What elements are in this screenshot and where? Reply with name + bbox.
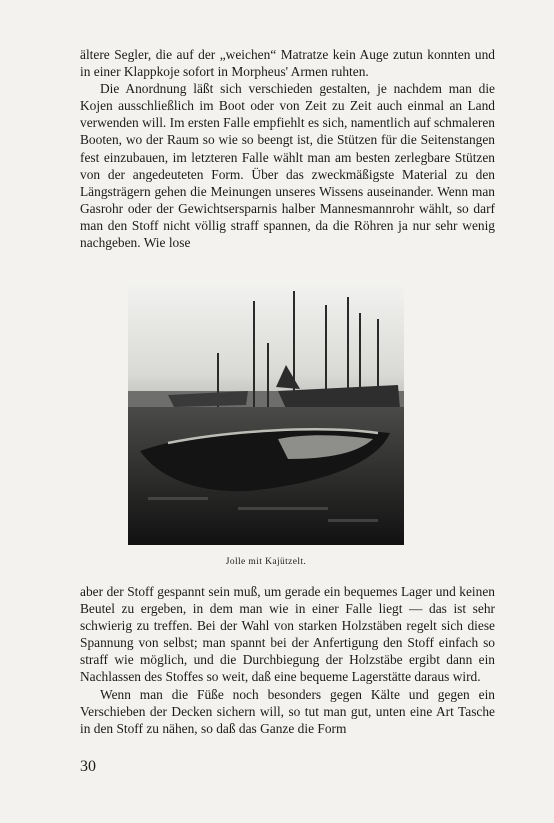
jolle-image	[128, 283, 404, 545]
text-block-top	[80, 46, 495, 251]
paragraph: Die Anordnung läßt sich verschieden gestalten, je nachdem man die Kojen ausschließlich im Boot oder von Zeit zu Zeit auch einmal an Land verwenden will. Im ersten Falle empfiehlt es sich, namentlich auf schmaleren Booten, wo der Raum so wie so beengt ist, die Stützen für die Seitenstangen fest einzubauen, im letzteren Falle wählt man am besten zerlegbare Stützen von der angedeuteten Form. Über das zweckmäßigste Material zu den Längsträgern gehen die Meinungen unseres Wissens auseinander. Wenn man Gasrohr oder der Gewichtsersparnis halber Mannesmannrohr wählt, so darf man den Stoff nicht völlig straff spannen, da die Röhren ja nur sehr wenig nachgeben. Wie lose	[80, 81, 495, 251]
paragraph: aber der Stoff gespannt sein muß, um gerade ein bequemes Lager und keinen Beutel zu ergeben, in dem man wie in einer Falle liegt — das ist sehr schwierig zu treffen. Bei der Wahl von starken Holzstäben regelt sich diese Spannung von selbst; man spannt bei der Anfertigung den Stoff einfach so straff wie möglich, und die Durchbiegung der Holzstäbe ergibt dann ein Nachlassen des Stoffes so weit, daß eine bequeme Lagerstätte daraus wird.	[80, 584, 495, 685]
figure-caption: Jolle mit Kajützelt.	[225, 557, 307, 567]
boat-photo	[128, 283, 404, 545]
paragraph: ältere Segler, die auf der „weichen“ Matratze kein Auge zutun konnten und in einer Klappkoje sofort in Morpheus' Armen ruhten.	[80, 47, 495, 80]
text-block-bottom	[80, 583, 495, 737]
page-number: 30	[80, 758, 96, 775]
paragraph: Wenn man die Füße noch besonders gegen Kälte und gegen ein Verschieben der Decken sichern will, so tut man gut, unten eine Art Tasche in den Stoff zu nähen, so daß das Ganze die Form	[80, 686, 495, 736]
